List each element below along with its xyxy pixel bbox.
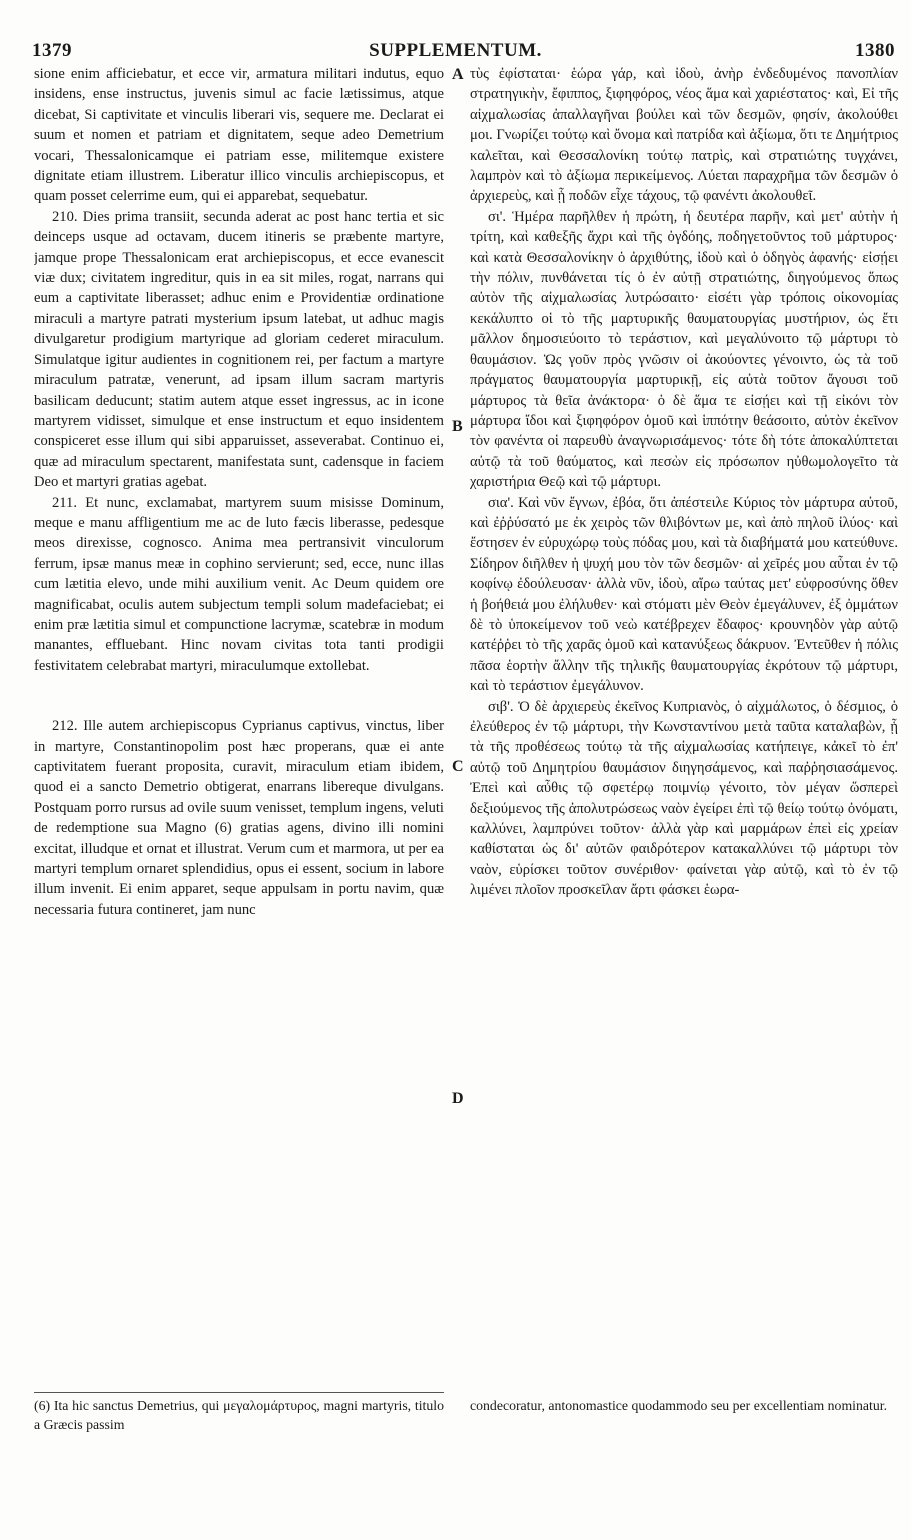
margin-letter-d: D [452,1090,464,1107]
greek-paragraph-continuation: τὺς ἐφίσταται· ἑώρα γάρ, καὶ ἰδοὺ, ἀνὴρ ἐνδεδυμένος πανοπλίαν στρατηγικὴν, ἔφιππος, ξιφηφόρος, νέος ἅμα καὶ χαριέστατος· καὶ, Εἰ τῆς αἰχμαλωσίας ἀπαλλαγῆναι βούλει καὶ τῶν δεσμῶν, φησίν, ἀκολούθει μοι. Γνωρίζει τούτῳ καὶ ὄνομα καὶ πατρίδα καὶ ἀξίωμα, ὅτι τε Δημήτριος καλεῖται, καὶ Θεσσαλονίκη τούτῳ πατρὶς, καὶ στρατιώτης τυγχάνει, λαμπρὸν καὶ τὸ ἀξίωμα περικείμενος. Λύεται παραχρῆμα τῶν δεσμῶν ὁ ἀρχιερεὺς, καὶ ᾗ ποδῶν εἶχε τάχους, τῷ φανέντι ἀκολουθεῖ. [470,66,898,205]
latin-column [34,64,444,1314]
footnote-right: condecoratur, antonomastice quodammodo seu per excellentiam nominatur. [470,1398,888,1413]
margin-letter-a: A [452,66,464,83]
right-page-number: 1380 [855,40,895,61]
footnote-rule [34,1392,444,1393]
section-gap [34,676,444,716]
latin-paragraph-210: 210. Dies prima transiit, secunda aderat ac post hanc tertia et sic deinceps usque ad octavam, ducem itineris se præbente martyre, jamque prope Thessalonicam erat archiepiscopus, et ecce evanescit viæ dux; civitatem ingreditur, quis in ea sit miles, rogat, narrans qui eum a captivitate liberasset; adhuc enim e Providentiæ ordinatione miraculi a martyre patrati mysterium ipsum latebat, ut adhuc magis divulgaretur prodigium martyrique ad gloriam cederet miraculum. Simulatque igitur audientes in cognitionem rei, per factum a martyre miraculum patratæ, venerunt, ad ipsam illum sacram martyris basilicam deducunt; statim autem atque esset ingressus, ac in icone martyrem vidisset, simulque et ense instructum et equo insidentem conspiceret esse illum qui sibi apparuisset, asseverabat. Continuo ei, quæ ad miraculum spectarent, manifestata sunt, cadensque in faciem Deo et martyri gratias agebat. [34,208,444,491]
margin-letter-b: B [452,418,463,435]
latin-paragraph-212: 212. Ille autem archiepiscopus Cyprianus captivus, vinctus, liber in martyre, Constantinopolim post hæc properans, quæ ei ante captivitatem fuerant proposita, curavit, miraculum etiam ibidem, quod ei a sancto Demetrio obtigerat, enarrans libereque divulgans. Postquam porro rursus ad ovile suum venisset, templum ingens, veluti de redemptione sua Magno (6) gratias agens, divino illi nomini excitat, illudque et ornat et illustrat. Verum cum et marmora, ut per ea martyri templum ornaret splendidius, opus ei essent, socium in labore illum invenit. Ei enim apparet, seque appulsam in portu navim, quæ necessaria futura contineret, jam nunc [34,718,444,918]
margin-letter-c: C [452,758,464,775]
footnote-left: (6) Ita hic sanctus Demetrius, qui μεγαλομάρτυρος, magni martyris, titulo a Græcis passim [34,1398,444,1432]
greek-paragraph-212: σιβ'. Ὁ δὲ ἀρχιερεὺς ἐκεῖνος Κυπριανὸς, ὁ αἰχμάλωτος, ὁ δέσμιος, ὁ ἐλεύθερος ἐν τῷ μάρτυρι, τὴν Κωνσταντίνου μετὰ ταῦτα καταλαβὼν, ᾗ τὰ τῆς προθέσεως τούτῳ τὰ τῆς αἰχμαλωσίας κατήπειγε, κἀκεῖ τὸ ἐπ' αὐτῷ τοῦ Δημητρίου θαυμάσιον διηγησάμενος, καὶ παῤῥησιασάμενος. Ἐπεὶ καὶ αὖθις τῷ σφετέρῳ ποιμνίῳ γένοιτο, τὸν μέγαν ὥσπερεὶ δεξιούμενος τῆς ἀπολυτρώσεως ναὸν ἐγείρει ἐπὶ τῷ θείῳ τούτῳ ὀνόματι, καλλύνει, λαμπρύνει τοῦτον· ἀλλὰ γὰρ καὶ μαρμάρων ἐπεὶ εἰς χρείαν καθίσταται ὡς δι' αὐτῶν φαιδρότερον κατακαλλύνει τῷ μάρτυρι τὸν ναὸν, εὑρίσκει τοῦτον συνέριθον· φαίνεται γὰρ αὐτῷ, καὶ τὸ ἐν τῷ λιμένει πλοῖον προσκεῖλαν ἄρτι φάσκει ἑωρα- [470,698,898,899]
greek-paragraph-211: σια'. Καὶ νῦν ἔγνων, ἐβόα, ὅτι ἀπέστειλε Κύριος τὸν μάρτυρα αὐτοῦ, καὶ ἐῤῥύσατό με ἐκ χειρὸς τῶν θλιβόντων με, καὶ ἀπὸ πηλοῦ ἰλύος· καὶ ἔστησεν ἐν εὐρυχώρῳ τοὺς πόδας μου, καὶ τὰ διαβήματά μου κατεύθυνε. Σίδηρον διῆλθεν ἡ ψυχή μου τὸν τῶν δεσμῶν· αἱ χεῖρές μου αὗται ἐν τῷ κοφίνῳ ἐδούλευσαν· ἀλλὰ νῦν, ἰδοὺ, αἴρω ταύτας μετ' εὐφροσύνης ὅθεν ἡ βοήθειά μου ἐλήλυθεν· καὶ στόματι μὲν Θεὸν ἐμεγάλυνεν, ἐξ ὀμμάτων δὲ τὸ ὑποκείμενον τοῦ νεὼ κατέβρεχεν ἔδαφος· κρουνηδὸν γὰρ αὐτῷ κατέῤῥει τὸ τῆς χαρᾶς ὁμοῦ καὶ κατανύξεως δάκρυον. Ἐντεῦθεν ἡ πόλις πᾶσα ἑορτὴν ἄλλην τῆς τηλικῆς θαυματουργίας ἐκρότουν τῷ μάρτυρι, καὶ τὸ τεράστιον ἐμεγάλυνον. [470,494,898,695]
page-header [0,0,911,60]
greek-paragraph-210: σι'. Ἡμέρα παρῆλθεν ἡ πρώτη, ἡ δευτέρα παρῆν, καὶ μετ' αὐτὴν ἡ τρίτη, καὶ καθεξῆς ἄχρι καὶ τῆς ὀγδόης, ποδηγετοῦντος τοῦ μάρτυρος· καὶ κατὰ Θεσσαλονίκην ὁ ἀρχιθύτης, ἰδοὺ καὶ ὁ ὁδηγὸς ἀφανής· εἰσῄει τὴν πόλιν, πυνθάνεται τίς ὁ ἐν αὐτῇ στρατιώτης, διηγούμενος ὅπως αὐτὸν τῆς αἰχμαλωσίας λυτρώσαιτο· εἰσέτι γὰρ τρόποις οἰκονομίας κεκάλυπτο οἱ τὸ τῆς μαρτυρικῆς θαυματουργίας μυστήριον, ὡς ἔτι μᾶλλον δημοσιεύοιτο τὸ τεράστιον, καὶ μεγαλύνοιτο τῷ μάρτυρι τὸ θαυμάσιον. Ὡς γοῦν πρὸς γνῶσιν οἱ ἀκούοντες γένοιντο, ὡς τὰ τοῦ πράγματος θαυματουργία μαρτυρικῇ, εἰς αὐτὰ τοῦτον ἄγουσι τοῦ μάρτυρος τὰ θεῖα ἀνάκτορα· ὁ δὲ ἅμα τε εἰσῄει καὶ τῇ εἰκόνι τὸν μάρτυρα ἴδοι καὶ ξιφηφόρον ὁμοῦ καὶ ἱππότην θεάσοιτο, αὐτὸν ἐκεῖνον τὸν φανέντα οἱ παρευθὺ ἀναγνωρισάμενος· τότε δὴ τότε ἀποκαλύπτεται αὐτῷ τὰ τοῦ θαύματος, καὶ πεσὼν εἰς πρόσωπον ηὐθωμολογεῖτο τὰ χαριστήρια Θεῷ καὶ τῷ μάρτυρι. [470,208,898,491]
greek-column [470,64,898,1384]
latin-paragraph-continuation: sione enim afficiebatur, et ecce vir, armatura militari indutus, equo insidens, ense instructus, juvenis simul ac facie lætissimus, atque dicebat, Si captivitate et vinculis liberari vis, sequere me. Declarat ei suum et nomen et patriam et dignitatem, seque adeo Demetrium vocari, Thessalonicamque ei patriam esse, militemque existere dignitate etiam illustrem. Liberatur illico vinculis archiepiscopus, et quam posset celerrime eum, qui ei apparebat, sequebatur. [34,66,444,205]
left-page-number: 1379 [32,40,72,61]
latin-paragraph-211: 211. Et nunc, exclamabat, martyrem suum misisse Dominum, meque e manu affligentium me ac de luto fæcis liberasse, pedesque meos direxisse, cognosco. Anima mea pertransivit vinculorum ferrum, ipsæ manus meæ in cophino servierunt; sed, ecce, nunc illas cum lætitia elevo, unde mihi auxilium venit. Ac Deum quidem ore magnificabat, oculis autem subjectum templi solum madefaciebat; ei enim præ lætitia simul et compunctione lacrymæ, scatebræ in modum manantes, effluebant. Hinc novam civitas tota tanti prodigii festivitatem celebrabat martyri, miraculumque extollebat. [34,494,444,674]
running-title: SUPPLEMENTUM. [369,40,542,61]
